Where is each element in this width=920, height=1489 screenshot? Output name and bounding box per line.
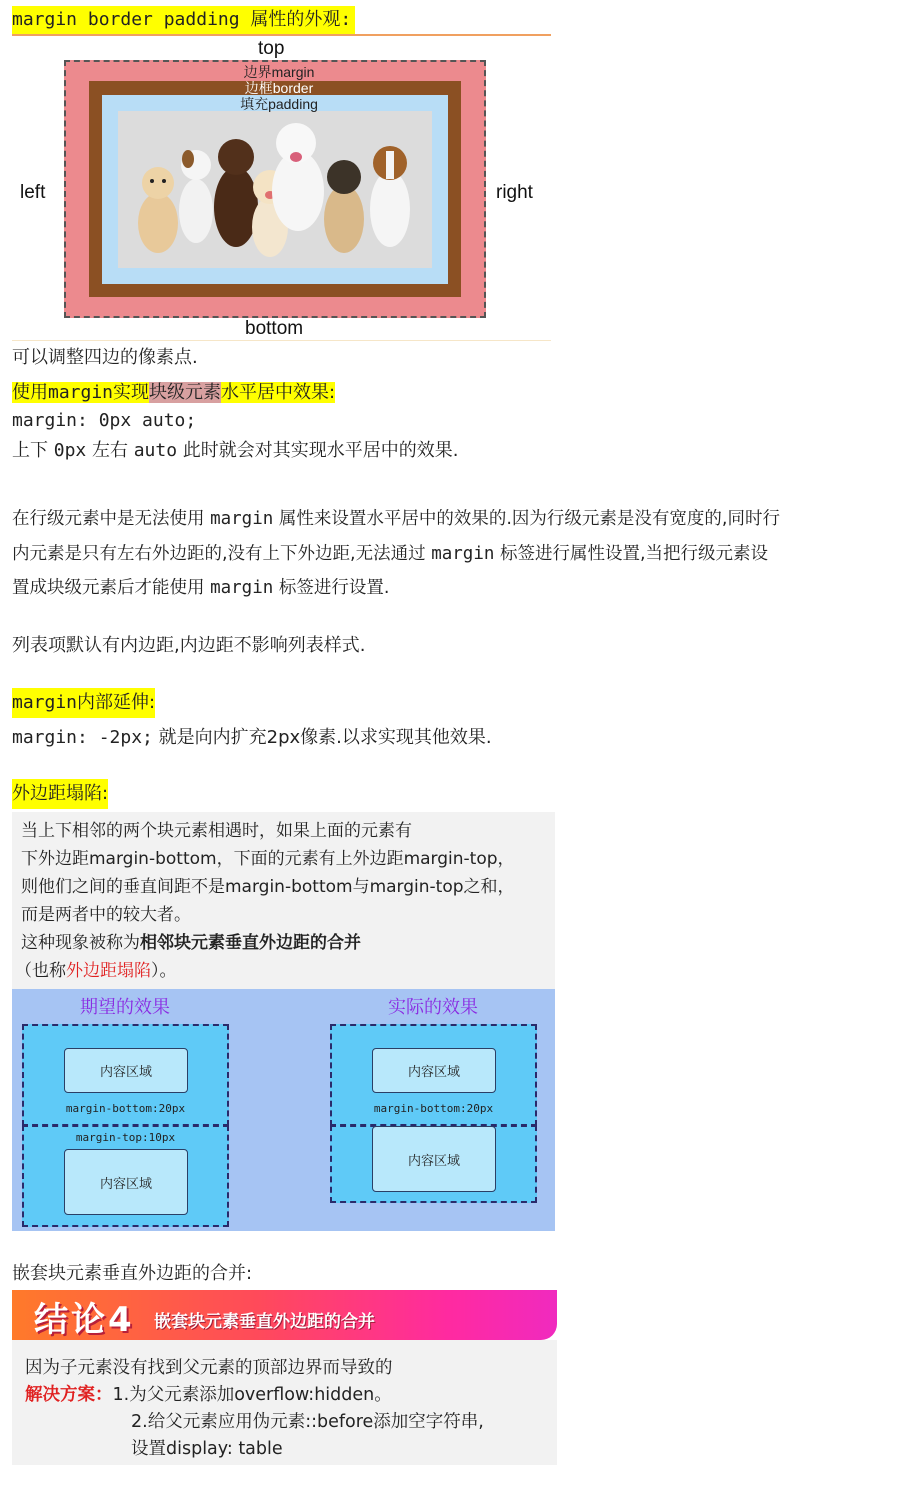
collapse-explanation-panel bbox=[12, 812, 555, 989]
text-list-padding: 列表项默认有内边距,内边距不影响列表样式. bbox=[12, 635, 366, 656]
content-area-box: 内容区域 bbox=[64, 1048, 188, 1093]
heading-box-model: margin border padding 属性的外观: bbox=[12, 6, 355, 34]
expected-upper-block bbox=[22, 1024, 229, 1126]
conclusion-panel bbox=[12, 1340, 557, 1465]
text-inline-line1: 在行级元素中是无法使用 margin 属性来设置水平居中的效果的.因为行级元素是没有宽度的,同时行 bbox=[12, 509, 780, 529]
heading-center-block: 使用margin实现块级元素水平居中效果: bbox=[12, 382, 336, 403]
dog-icon bbox=[138, 167, 178, 253]
conclusion-line2: 解决方案：1.为父元素添加overflow:hidden。 bbox=[25, 1385, 392, 1405]
text-inline-line3: 置成块级元素后才能使用 margin 标签进行设置. bbox=[12, 578, 390, 598]
text-negative-margin: margin: -2px; 就是向内扩充2px像素.以求实现其他效果. bbox=[12, 727, 492, 748]
label-left: left bbox=[20, 182, 46, 203]
label-top: top bbox=[258, 38, 285, 59]
box-model-figure bbox=[0, 36, 560, 342]
text-adjust: 可以调整四边的像素点. bbox=[12, 347, 198, 368]
conclusion-line4: 设置display: table bbox=[131, 1439, 283, 1459]
expected-title: 期望的效果 bbox=[80, 997, 170, 1018]
heading-margin-collapse: 外边距塌陷: bbox=[12, 779, 108, 809]
actual-upper-block bbox=[330, 1024, 537, 1126]
actual-lower-block bbox=[330, 1125, 537, 1203]
content-area-box: 内容区域 bbox=[372, 1048, 496, 1093]
expected-lower-block bbox=[22, 1125, 229, 1227]
heading-nested-collapse: 嵌套块元素垂直外边距的合并: bbox=[12, 1263, 253, 1284]
conclusion-number: 结论4 bbox=[34, 1300, 135, 1340]
conclusion-line3: 2.给父元素应用伪元素::before添加空字符串, bbox=[131, 1412, 484, 1432]
collapse-line1: 当上下相邻的两个块元素相遇时，如果上面的元素有 bbox=[21, 821, 412, 841]
collapse-line3: 则他们之间的垂直间距不是margin-bottom与margin-top之和， bbox=[21, 877, 515, 897]
content-area-box: 内容区域 bbox=[64, 1149, 188, 1215]
text-auto-explain: 上下 0px 左右 auto 此时就会对其实现水平居中的效果. bbox=[12, 440, 459, 461]
collapse-line6: （也称外边距塌陷）。 bbox=[15, 961, 177, 981]
text-inline-line2: 内元素是只有左右外边距的,没有上下外边距,无法通过 margin 标签进行属性设置,当把行级元素设 bbox=[12, 544, 769, 564]
actual-title: 实际的效果 bbox=[388, 997, 478, 1018]
label-bottom: bottom bbox=[245, 318, 304, 339]
margin-label: 边界margin bbox=[243, 64, 315, 80]
border-label: 边框border bbox=[244, 80, 314, 96]
dogs-image bbox=[118, 111, 432, 268]
conclusion-line1: 因为子元素没有找到父元素的顶部边界而导致的 bbox=[25, 1358, 393, 1378]
conclusion-title: 嵌套块元素垂直外边距的合并 bbox=[154, 1312, 375, 1332]
collapse-line2: 下外边距margin-bottom，下面的元素有上外边距margin-top， bbox=[21, 849, 515, 869]
collapse-diagram bbox=[12, 989, 555, 1231]
conclusion-banner bbox=[12, 1290, 557, 1340]
padding-label: 填充padding bbox=[240, 96, 318, 112]
margin-bottom-label: margin-bottom:20px bbox=[65, 1102, 186, 1115]
margin-top-label: margin-top:10px bbox=[75, 1131, 176, 1144]
heading-negative-margin: margin内部延伸: bbox=[12, 688, 155, 718]
margin-bottom-label: margin-bottom:20px bbox=[373, 1102, 494, 1115]
collapse-line5: 这种现象被称为相邻块元素垂直外边距的合并 bbox=[21, 933, 361, 953]
content-area-box: 内容区域 bbox=[372, 1126, 496, 1192]
label-right: right bbox=[496, 182, 533, 203]
code-margin-auto: margin: 0px auto; bbox=[12, 410, 197, 431]
figure-divider bbox=[12, 340, 551, 341]
content-area-image bbox=[118, 111, 432, 268]
collapse-line4: 而是两者中的较大者。 bbox=[21, 905, 191, 925]
